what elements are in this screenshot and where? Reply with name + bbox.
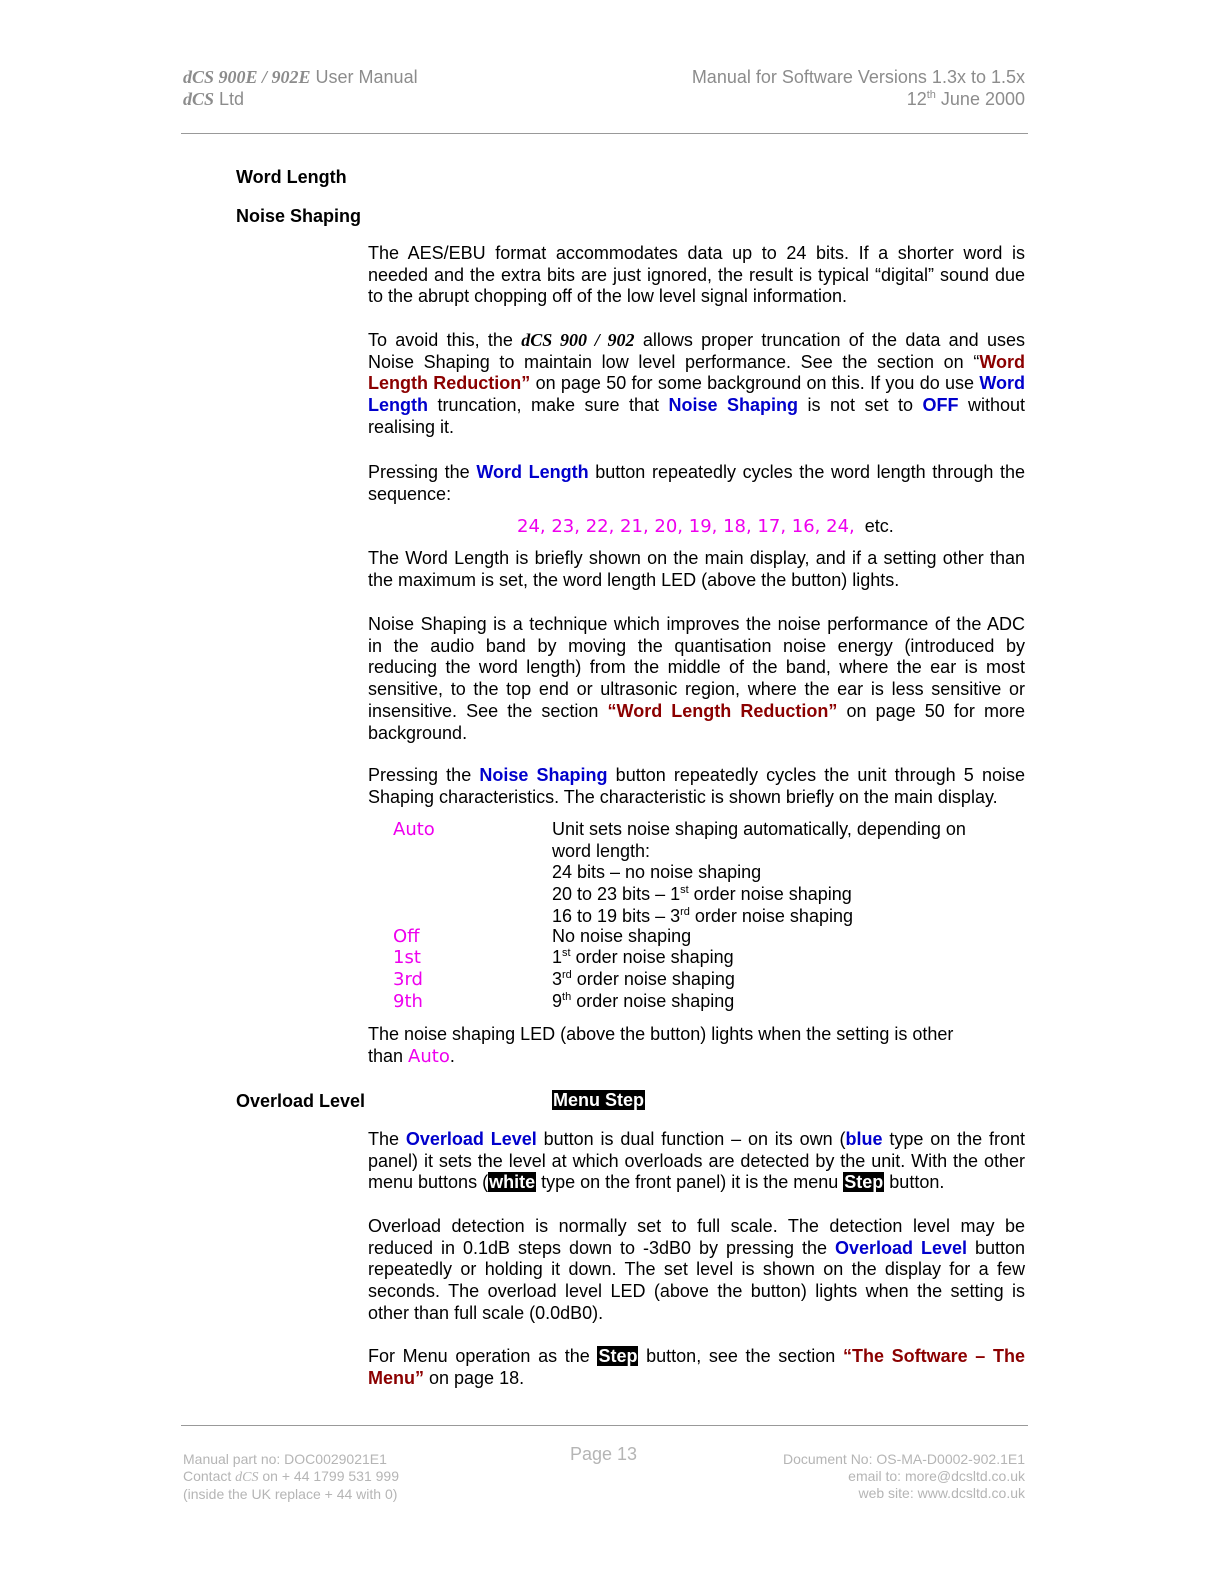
header-left bbox=[183, 66, 418, 110]
link-software-menu[interactable]: “The Software – The Menu” bbox=[368, 1346, 1025, 1388]
mode-off-description: No noise shaping bbox=[552, 926, 692, 946]
paragraph-noise-shaping-led: The noise shaping LED (above the button) lights when the setting is other than Auto. bbox=[368, 1024, 954, 1067]
software-versions: Manual for Software Versions 1.3x to 1.5x bbox=[691, 67, 1025, 87]
company-name: dCS Ltd bbox=[183, 89, 245, 109]
mode-1st: 1st bbox=[393, 947, 421, 968]
word-length-sequence: 24, 23, 22, 21, 20, 19, 18, 17, 16, 24, etc. bbox=[517, 516, 894, 537]
mode-9th: 9th bbox=[393, 991, 423, 1012]
contact-email[interactable]: email to: more@dcsltd.co.uk bbox=[848, 1468, 1025, 1484]
document-no: Document No: OS-MA-D0002-902.1E1 bbox=[783, 1451, 1025, 1467]
manual-title: dCS 900E / 902E User Manual bbox=[183, 67, 418, 87]
mode-3rd: 3rd bbox=[393, 969, 423, 990]
heading-word-length: Word Length bbox=[236, 167, 347, 187]
heading-overload-level: Overload Level bbox=[236, 1091, 366, 1111]
paragraph-aes-ebu: The AES/EBU format accommodates data up to 24 bits. If a shorter word is needed and the extra bits are just ignored, the result is typical “digital” sound due to the abrupt chopping off of the low level signal information. bbox=[368, 243, 1025, 307]
header-divider bbox=[181, 133, 1028, 134]
paragraph-noise-shaping-technique: Noise Shaping is a technique which improves the noise performance of the ADC in the audio band by moving the quantisation noise energy (introduced by reducing the word length) from the middle of the band, where the ear is most sensitive, to the top end or ultrasonic region, where the ear is less sensitive or insensitive. See the section “Word Length Reduction” on page 50 for more background. bbox=[368, 614, 1025, 743]
link-word-length-reduction[interactable]: “Word Length Reduction” bbox=[607, 700, 838, 721]
paragraph-noise-shaping-button: Pressing the Noise Shaping button repeatedly cycles the unit through 5 noise Shaping characteristics. The characteristic is shown briefly on the main display. bbox=[368, 765, 1025, 807]
footer-left bbox=[183, 1451, 399, 1503]
link-word-length-reduction[interactable]: Word Length Reduction” bbox=[368, 351, 1025, 394]
paragraph-word-length-button: Pressing the Word Length button repeatedly cycles the word length through the sequence: bbox=[368, 462, 1026, 504]
mode-off: Off bbox=[393, 926, 420, 947]
menu-step-label: Menu Step bbox=[553, 1090, 645, 1110]
paragraph-overload-detection: Overload detection is normally set to full scale. The detection level may be reduced in 0.1dB steps down to -3dB0 by pressing the Overload Level button repeatedly or holding it down. The set level is shown on the display for a few seconds. The overload level LED (above the button) lights when the setting is other than full scale (0.0dB0). bbox=[368, 1216, 1025, 1323]
contact-phone: Contact dCS on + 44 1799 531 999 bbox=[183, 1468, 400, 1485]
heading-noise-shaping: Noise Shaping bbox=[236, 206, 362, 226]
header-right bbox=[692, 66, 1025, 110]
mode-auto: Auto bbox=[393, 819, 435, 840]
page-number: Page 13 bbox=[570, 1444, 638, 1464]
mode-9th-description: 9th order noise shaping bbox=[552, 991, 735, 1011]
mode-auto-description: Unit sets noise shaping automatically, depending on word length: 24 bits – no noise shaping 20 to 23 bits – 1st order noise shaping 16 to 19 bits – 3rd order noise shaping bbox=[552, 819, 966, 926]
paragraph-truncation: To avoid this, the dCS 900 / 902 allows proper truncation of the data and uses Noise Shaping to maintain low level performance. See the section on “Word Length Reduction” on page 50 for some background on this. If you do use Word Length truncation, make sure that Noise Shaping is not set to OFF without realising it. bbox=[368, 330, 1025, 437]
footer-right bbox=[783, 1451, 1025, 1502]
footer-divider bbox=[181, 1425, 1028, 1426]
manual-part-no: Manual part no: DOC0029021E1 bbox=[183, 1451, 387, 1467]
uk-note: (inside the UK replace + 44 with 0) bbox=[183, 1486, 398, 1502]
mode-1st-description: 1st order noise shaping bbox=[552, 947, 734, 967]
paragraph-menu-operation: For Menu operation as the Step button, see the section “The Software – The Menu” on page 18. bbox=[368, 1346, 1025, 1388]
paragraph-word-length-display: The Word Length is briefly shown on the main display, and if a setting other than the maximum is set, the word length LED (above the button) lights. bbox=[368, 548, 1025, 590]
website[interactable]: web site: www.dcsltd.co.uk bbox=[858, 1485, 1025, 1501]
manual-date: 12th June 2000 bbox=[906, 89, 1025, 109]
paragraph-overload-dual-function: The Overload Level button is dual function – on its own (blue type on the front panel) it sets the level at which overloads are detected by the unit. With the other menu buttons (white type on the front panel) it is the menu Step button. bbox=[368, 1129, 1025, 1193]
mode-3rd-description: 3rd order noise shaping bbox=[552, 969, 735, 989]
